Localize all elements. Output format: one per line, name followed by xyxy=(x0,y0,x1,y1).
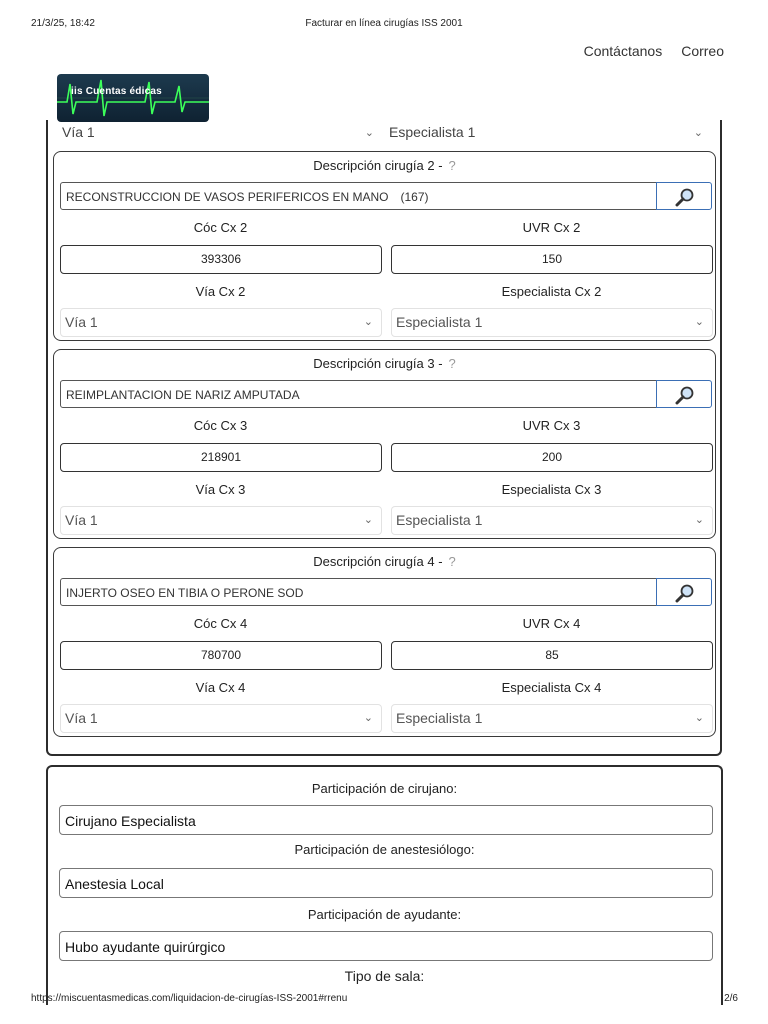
uvr-cx4-label: UVR Cx 4 xyxy=(522,616,581,631)
print-title: Facturar en línea cirugías ISS 2001 xyxy=(305,18,463,29)
anestesiologo-select[interactable]: Anestesia Local xyxy=(59,868,713,898)
print-url: https://miscuentasmedicas.com/liquidacion-de-cirugías-ISS-2001#rrenu xyxy=(31,993,348,1004)
uvr-cx3-label: UVR Cx 3 xyxy=(522,418,581,433)
via-cx3-label: Vía Cx 3 xyxy=(195,482,246,497)
cirugia-2-block xyxy=(53,151,716,341)
uvr-cx4-input[interactable]: 85 xyxy=(391,641,713,670)
cod-cx2-input[interactable]: 393306 xyxy=(60,245,382,274)
help-icon[interactable]: ? xyxy=(448,554,456,569)
cirugia-4-block xyxy=(53,547,716,737)
print-datetime: 21/3/25, 18:42 xyxy=(31,18,95,29)
uvr-cx3-input[interactable]: 200 xyxy=(391,443,713,472)
chevron-down-icon: ⌄ xyxy=(363,316,373,328)
chevron-down-icon: ⌄ xyxy=(363,514,373,526)
magnifier-icon xyxy=(674,187,696,207)
cod-cx3-label: Cóc Cx 3 xyxy=(193,418,248,433)
chevron-down-icon: ⌄ xyxy=(693,127,703,139)
anestesiologo-label: Participación de anestesiólogo: xyxy=(294,842,475,857)
cirugia-3-heading: Descripción cirugía 3 - ? xyxy=(313,356,456,371)
uvr-cx2-label: UVR Cx 2 xyxy=(522,220,581,235)
logo-text: iis Cuentas édicas xyxy=(71,86,162,97)
search-cx4-button[interactable] xyxy=(656,578,712,606)
ayudante-label: Participación de ayudante: xyxy=(307,907,462,922)
cod-cx4-label: Cóc Cx 4 xyxy=(193,616,248,631)
descripcion-cx3-input[interactable]: REIMPLANTACION DE NARIZ AMPUTADA xyxy=(60,380,664,408)
uvr-cx2-input[interactable]: 150 xyxy=(391,245,713,274)
cod-cx3-input[interactable]: 218901 xyxy=(60,443,382,472)
participacion-panel xyxy=(46,765,723,1005)
print-page-number: 2/6 xyxy=(724,993,738,1004)
nav-contact-link[interactable]: Contáctanos xyxy=(583,43,663,59)
especialista-cx4-label: Especialista Cx 4 xyxy=(501,680,602,695)
especialista-cx2-select[interactable]: Especialista 1 ⌄ xyxy=(391,308,713,337)
top-nav xyxy=(584,43,724,59)
cirugia-1-selects-row xyxy=(52,124,716,146)
site-logo[interactable] xyxy=(57,74,209,122)
cirugia-3-block xyxy=(53,349,716,539)
chevron-down-icon: ⌄ xyxy=(694,316,704,328)
via-cx3-select[interactable]: Vía 1 ⌄ xyxy=(60,506,382,535)
search-cx3-button[interactable] xyxy=(656,380,712,408)
nav-mail-link[interactable]: Correo xyxy=(681,43,724,59)
especialista-cx4-select[interactable]: Especialista 1 ⌄ xyxy=(391,704,713,733)
help-icon[interactable]: ? xyxy=(448,158,456,173)
search-cx2-button[interactable] xyxy=(656,182,712,210)
chevron-down-icon: ⌄ xyxy=(694,712,704,724)
via-cx1-select[interactable]: Vía 1 ⌄ xyxy=(62,124,374,140)
cirujano-select[interactable]: Cirujano Especialista xyxy=(59,805,713,835)
ecg-line-graphic xyxy=(57,74,209,122)
especialista-cx3-label: Especialista Cx 3 xyxy=(501,482,602,497)
via-cx2-label: Vía Cx 2 xyxy=(195,284,246,299)
chevron-down-icon: ⌄ xyxy=(694,514,704,526)
cirugia-4-heading: Descripción cirugía 4 - ? xyxy=(313,554,456,569)
descripcion-cx4-input[interactable]: INJERTO OSEO EN TIBIA O PERONE SOD xyxy=(60,578,664,606)
chevron-down-icon: ⌄ xyxy=(363,712,373,724)
cirugia-2-heading: Descripción cirugía 2 - ? xyxy=(313,158,456,173)
magnifier-icon xyxy=(674,583,696,603)
magnifier-icon xyxy=(674,385,696,405)
tipo-sala-label: Tipo de sala: xyxy=(344,968,425,984)
chevron-down-icon: ⌄ xyxy=(364,127,374,139)
cod-cx4-input[interactable]: 780700 xyxy=(60,641,382,670)
descripcion-cx2-input[interactable]: RECONSTRUCCION DE VASOS PERIFERICOS EN MANO (167) xyxy=(60,182,664,210)
especialista-cx1-select[interactable]: Especialista 1 ⌄ xyxy=(389,124,703,140)
via-cx4-select[interactable]: Vía 1 ⌄ xyxy=(60,704,382,733)
via-cx4-label: Vía Cx 4 xyxy=(195,680,246,695)
cirujano-label: Participación de cirujano: xyxy=(311,781,458,796)
help-icon[interactable]: ? xyxy=(448,356,456,371)
especialista-cx2-label: Especialista Cx 2 xyxy=(501,284,602,299)
especialista-cx3-select[interactable]: Especialista 1 ⌄ xyxy=(391,506,713,535)
cod-cx2-label: Cóc Cx 2 xyxy=(193,220,248,235)
ayudante-select[interactable]: Hubo ayudante quirúrgico xyxy=(59,931,713,961)
via-cx2-select[interactable]: Vía 1 ⌄ xyxy=(60,308,382,337)
